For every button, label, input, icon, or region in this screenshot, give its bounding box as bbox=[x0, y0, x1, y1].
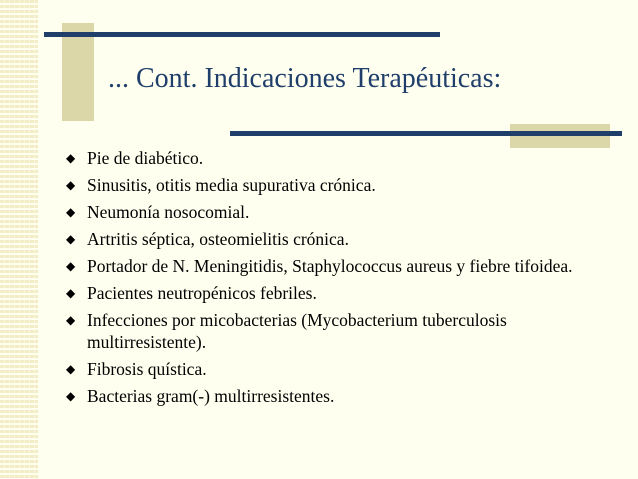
top-accent-line bbox=[44, 32, 440, 37]
bottom-accent-line bbox=[230, 131, 622, 136]
list-item-text: Pie de diabético. bbox=[87, 148, 204, 168]
list-item bbox=[66, 147, 614, 169]
right-accent-block bbox=[510, 124, 610, 148]
diamond-bullet-icon: ◆ bbox=[66, 259, 76, 273]
list-item-text: Bacterias gram(-) multirresistentes. bbox=[87, 386, 335, 406]
diamond-bullet-icon: ◆ bbox=[66, 205, 76, 219]
list-item-text: Pacientes neutropénicos febriles. bbox=[87, 283, 317, 303]
list-item bbox=[66, 385, 614, 407]
diamond-bullet-icon: ◆ bbox=[66, 178, 76, 192]
diamond-bullet-icon: ◆ bbox=[66, 286, 76, 300]
list-item-text: Infecciones por micobacterias (Mycobacterium tuberculosis multirresistente). bbox=[87, 310, 507, 352]
list-item bbox=[66, 228, 614, 250]
list-item-text: Sinusitis, otitis media supurativa crónica. bbox=[87, 175, 376, 195]
list-item bbox=[66, 309, 614, 353]
striped-side-decoration bbox=[0, 0, 38, 479]
diamond-bullet-icon: ◆ bbox=[66, 362, 76, 376]
list-item bbox=[66, 358, 614, 380]
list-item-text: Fibrosis quística. bbox=[87, 359, 207, 379]
diamond-bullet-icon: ◆ bbox=[66, 389, 76, 403]
diamond-bullet-icon: ◆ bbox=[66, 313, 76, 327]
slide-title: ... Cont. Indicaciones Terapéuticas: bbox=[108, 63, 502, 94]
list-item-text: Artritis séptica, osteomielitis crónica. bbox=[87, 229, 349, 249]
list-item bbox=[66, 174, 614, 196]
diamond-bullet-icon: ◆ bbox=[66, 151, 76, 165]
list-item bbox=[66, 201, 614, 223]
title-accent-block bbox=[62, 23, 94, 121]
bullet-list bbox=[66, 147, 614, 412]
list-item bbox=[66, 255, 614, 277]
list-item-text: Neumonía nosocomial. bbox=[87, 202, 250, 222]
list-item bbox=[66, 282, 614, 304]
diamond-bullet-icon: ◆ bbox=[66, 232, 76, 246]
list-item-text: Portador de N. Meningitidis, Staphylococcus aureus y fiebre tifoidea. bbox=[87, 256, 573, 276]
